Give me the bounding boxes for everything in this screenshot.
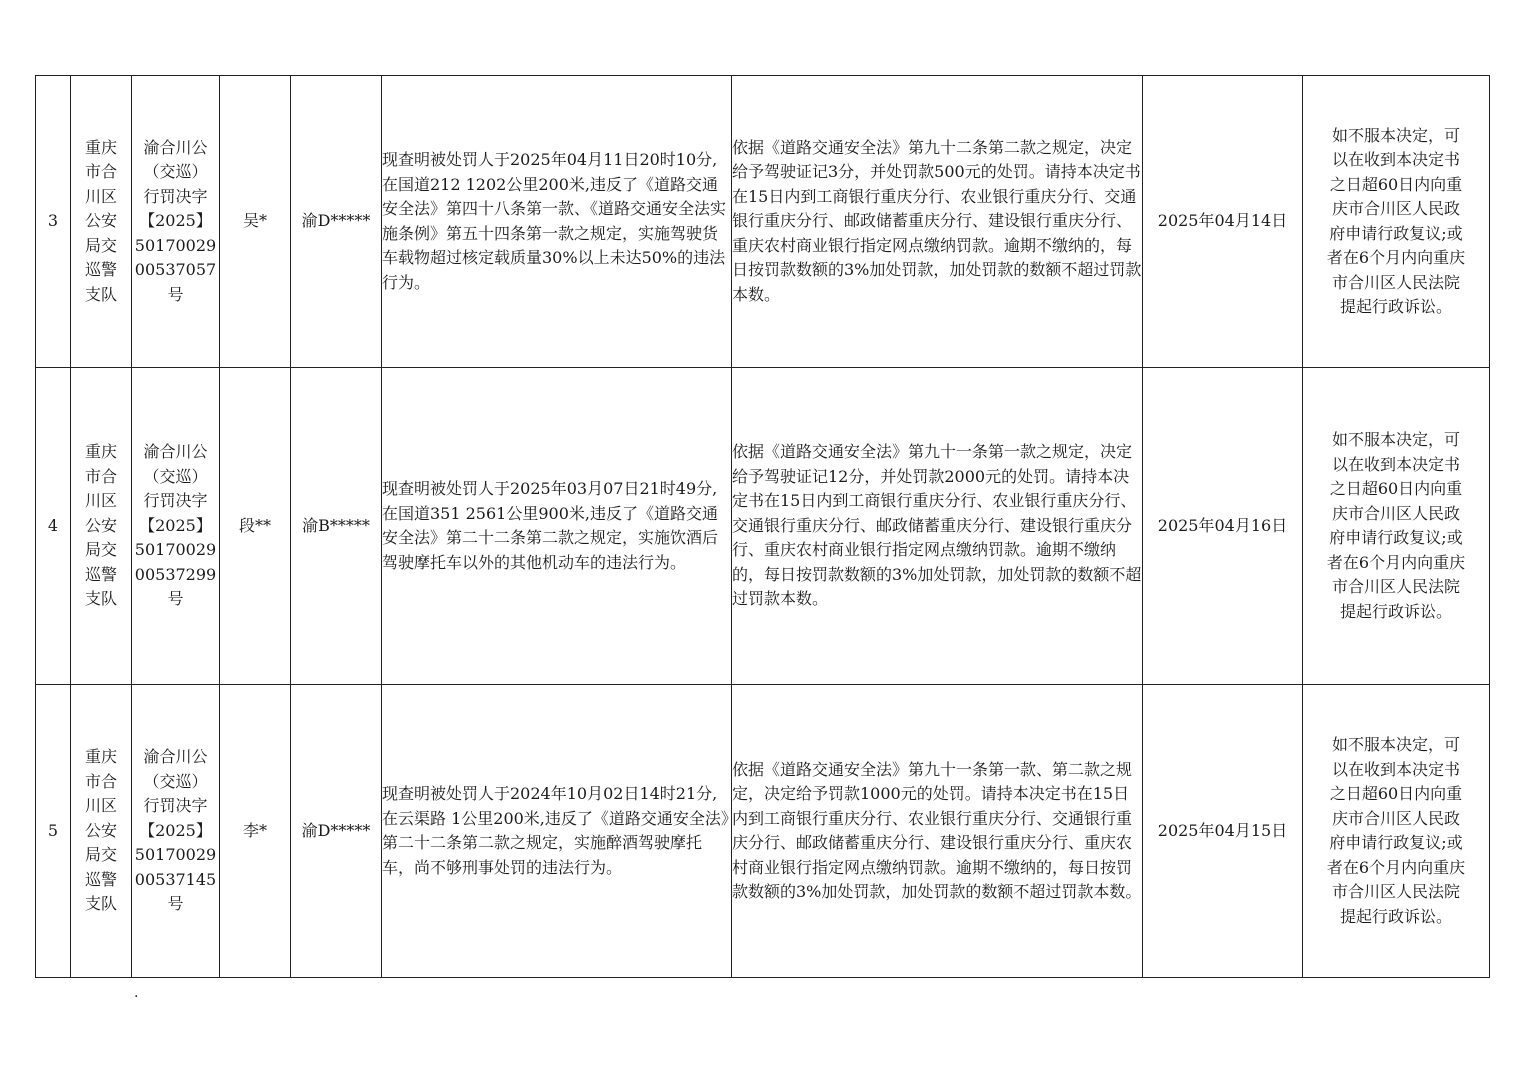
legal-remedy: 如不服本决定，可 以在收到本决定书 之日超60日内向重 庆市合川区人民政 府申请行政复议;或 者在6个月内向重庆 市合川区人民法院 提起行政诉讼。 <box>1303 76 1490 368</box>
legal-remedy: 如不服本决定，可 以在收到本决定书 之日超60日内向重 庆市合川区人民政 府申请行政复议;或 者在6个月内向重庆 市合川区人民法院 提起行政诉讼。 <box>1303 368 1490 685</box>
decision-document-number: 渝合川公 （交巡） 行罚决字 【2025】 50170029 00537299 号 <box>132 368 220 685</box>
issuing-organization: 重庆 市合 川区 公安 局交 巡警 支队 <box>71 76 132 368</box>
penalty-table <box>35 75 1490 978</box>
record-number: 4 <box>36 368 71 685</box>
record-number: 5 <box>36 685 71 978</box>
issuing-organization: 重庆 市合 川区 公安 局交 巡警 支队 <box>71 368 132 685</box>
legal-remedy: 如不服本决定，可 以在收到本决定书 之日超60日内向重 庆市合川区人民政 府申请行政复议;或 者在6个月内向重庆 市合川区人民法院 提起行政诉讼。 <box>1303 685 1490 978</box>
plate-number: 渝D***** <box>291 685 382 978</box>
table-row <box>36 368 1490 685</box>
footer-mark: . <box>134 985 139 1001</box>
violation-facts: 现查明被处罚人于2025年04月11日20时10分,在国道212 1202公里200米,违反了《道路交通安全法》第四十八条第一款、《道路交通安全法实施条例》第五十四条第一款之规定，实施驾驶货车载物超过核定载质量30%以上未达50%的违法行为。 <box>382 76 732 368</box>
offender-name: 段** <box>220 368 291 685</box>
decision-document-number: 渝合川公 （交巡） 行罚决字 【2025】 50170029 00537057 号 <box>132 76 220 368</box>
plate-number: 渝B***** <box>291 368 382 685</box>
violation-facts: 现查明被处罚人于2024年10月02日14时21分,在云渠路 1公里200米,违反了《道路交通安全法》第二十二条第二款之规定，实施醉酒驾驶摩托车，尚不够刑事处罚的违法行为。 <box>382 685 732 978</box>
decision-date: 2025年04月14日 <box>1143 76 1303 368</box>
decision-date: 2025年04月16日 <box>1143 368 1303 685</box>
violation-facts: 现查明被处罚人于2025年03月07日21时49分,在国道351 2561公里900米,违反了《道路交通安全法》第二十二条第二款之规定，实施饮酒后驾驶摩托车以外的其他机动车的违法行为。 <box>382 368 732 685</box>
penalty-basis: 依据《道路交通安全法》第九十一条第一款、第二款之规定，决定给予罚款1000元的处罚。请持本决定书在15日内到工商银行重庆分行、农业银行重庆分行、交通银行重庆分行、邮政储蓄重庆分行、建设银行重庆分行、重庆农村商业银行指定网点缴纳罚款。逾期不缴纳的，每日按罚款数额的3%加处罚款，加处罚款的数额不超过罚款本数。 <box>732 685 1143 978</box>
decision-document-number: 渝合川公 （交巡） 行罚决字 【2025】 50170029 00537145 号 <box>132 685 220 978</box>
decision-date: 2025年04月15日 <box>1143 685 1303 978</box>
table-row <box>36 685 1490 978</box>
penalty-basis: 依据《道路交通安全法》第九十一条第一款之规定，决定给予驾驶证记12分，并处罚款2000元的处罚。请持本决定书在15日内到工商银行重庆分行、农业银行重庆分行、交通银行重庆分行、邮政储蓄重庆分行、建设银行重庆分行、重庆农村商业银行指定网点缴纳罚款。逾期不缴纳的，每日按罚款数额的3%加处罚款，加处罚款的数额不超过罚款本数。 <box>732 368 1143 685</box>
plate-number: 渝D***** <box>291 76 382 368</box>
offender-name: 李* <box>220 685 291 978</box>
penalty-basis: 依据《道路交通安全法》第九十二条第二款之规定，决定给予驾驶证记3分，并处罚款500元的处罚。请持本决定书在15日内到工商银行重庆分行、农业银行重庆分行、交通银行重庆分行、邮政储蓄重庆分行、建设银行重庆分行、重庆农村商业银行指定网点缴纳罚款。逾期不缴纳的，每日按罚款数额的3%加处罚款，加处罚款的数额不超过罚款本数。 <box>732 76 1143 368</box>
record-number: 3 <box>36 76 71 368</box>
issuing-organization: 重庆 市合 川区 公安 局交 巡警 支队 <box>71 685 132 978</box>
table-row <box>36 76 1490 368</box>
offender-name: 吴* <box>220 76 291 368</box>
